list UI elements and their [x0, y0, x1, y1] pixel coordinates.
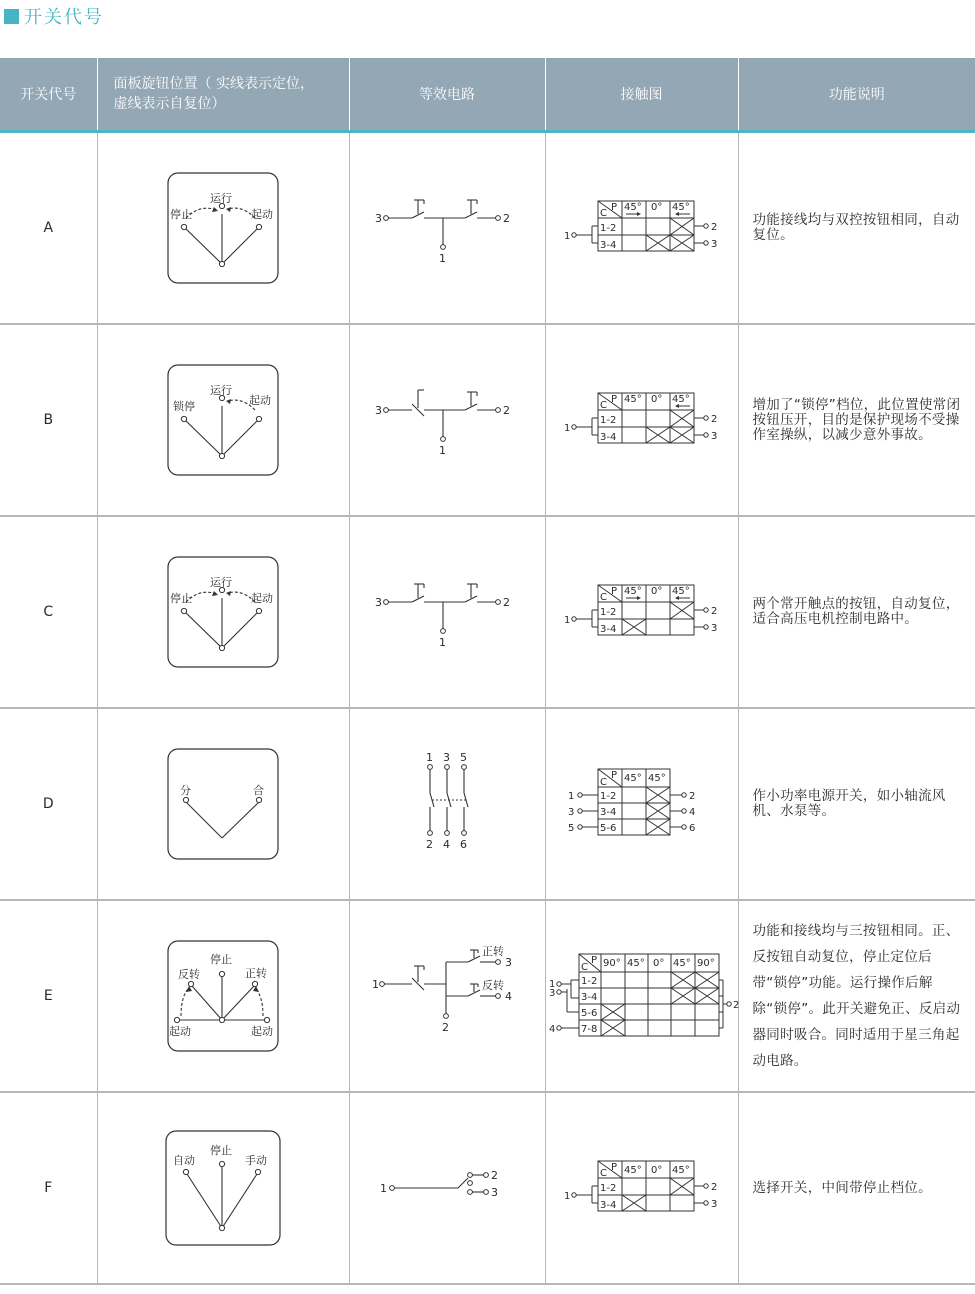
- circuit-terminal-left: 3: [375, 212, 382, 225]
- panel-label-top: 停止: [210, 953, 232, 966]
- circuit-terminal-bottom: 2: [426, 838, 433, 851]
- panel-label-top: 运行: [210, 576, 232, 589]
- equivalent-circuit-diagram: [372, 380, 522, 460]
- contact-p-label: P: [610, 394, 617, 405]
- panel-label-bottom-left: 起动: [169, 1025, 191, 1038]
- contact-terminal-in: 1: [563, 423, 570, 434]
- function-description: 选择开关，中间带停止档位。: [738, 1092, 975, 1284]
- contact-row-label: 3-4: [580, 991, 597, 1003]
- circuit-terminal-bottom: 6: [460, 838, 467, 851]
- contact-angle: 0°: [650, 202, 662, 213]
- circuit-cell: [349, 516, 545, 708]
- panel-knob-diagram: [167, 172, 279, 284]
- circuit-terminal-right-bottom: 3: [491, 1186, 498, 1199]
- panel-label-right: 起动: [251, 208, 273, 221]
- switch-code: C: [0, 516, 97, 708]
- contact-terminal-in: 1: [567, 791, 574, 802]
- circuit-terminal-top: 3: [443, 751, 450, 764]
- contact-angle: 45°: [672, 957, 691, 969]
- contact-angle: 45°: [623, 773, 642, 784]
- circuit-terminal-top: 1: [426, 751, 433, 764]
- header-contact: 接触图: [545, 58, 738, 132]
- panel-label-top: 运行: [210, 384, 232, 397]
- contact-angle: 45°: [623, 394, 642, 405]
- contact-cell: [545, 132, 738, 325]
- circuit-cell: [349, 900, 545, 1092]
- contact-row-label: 3-4: [599, 1200, 616, 1211]
- contact-angle: 45°: [671, 202, 690, 213]
- contact-angle: 0°: [650, 394, 662, 405]
- switch-code-table: [0, 58, 975, 1285]
- page-title-text: 开关代号: [24, 7, 104, 28]
- equivalent-circuit-diagram: [372, 946, 522, 1046]
- panel-label-bottom-right: 起动: [251, 1025, 273, 1038]
- contact-angle: 45°: [623, 202, 642, 213]
- switch-code: E: [0, 900, 97, 1092]
- contact-c-label: C: [599, 777, 607, 788]
- panel-knob-diagram: [167, 748, 279, 860]
- header-function: 功能说明: [738, 58, 975, 132]
- contact-cell: [545, 516, 738, 708]
- equivalent-circuit-diagram: [372, 749, 522, 859]
- circuit-terminal-bottom: 2: [442, 1021, 449, 1034]
- panel-label-left: 停止: [170, 592, 192, 605]
- panel-cell: [97, 132, 349, 325]
- panel-cell: [97, 516, 349, 708]
- contact-angle: 45°: [647, 773, 666, 784]
- contact-terminal-out: 2: [710, 606, 717, 617]
- contact-p-label: P: [610, 586, 617, 597]
- contact-cell: [545, 1092, 738, 1284]
- panel-label-top: 运行: [210, 192, 232, 205]
- function-description: 两个常开触点的按钮，自动复位，适合高压电机控制电路中。: [738, 516, 975, 708]
- table-row: [0, 1092, 975, 1284]
- circuit-terminal-left: 3: [375, 596, 382, 609]
- panel-label-left: 自动: [173, 1154, 195, 1167]
- circuit-terminal-right: 2: [503, 404, 510, 417]
- circuit-cell: [349, 1092, 545, 1284]
- contact-terminal-in: 5: [567, 823, 574, 834]
- circuit-terminal-bottom: 4: [443, 838, 450, 851]
- contact-terminal-in: 1: [563, 1191, 570, 1202]
- panel-knob-diagram: [165, 1130, 281, 1246]
- contact-c-label: C: [580, 961, 588, 973]
- contact-row-label: 1-2: [580, 975, 597, 987]
- contact-terminal-out: 2: [710, 1182, 717, 1193]
- switch-code: F: [0, 1092, 97, 1284]
- contact-cell: [545, 324, 738, 516]
- panel-label-left: 分: [180, 784, 191, 797]
- circuit-terminal-left: 1: [372, 978, 379, 991]
- table-row: [0, 900, 975, 1092]
- circuit-terminal-top: 5: [460, 751, 467, 764]
- contact-row-label: 3-4: [599, 432, 616, 443]
- circuit-label-forward: 正转: [482, 945, 504, 958]
- contact-c-label: C: [599, 208, 607, 219]
- panel-knob-diagram: [167, 364, 279, 476]
- contact-angle: 45°: [626, 957, 645, 969]
- contact-row-label: 7-8: [580, 1023, 597, 1035]
- circuit-cell: [349, 324, 545, 516]
- contact-row-label: 5-6: [599, 823, 616, 834]
- contact-p-label: P: [610, 770, 617, 781]
- contact-table-diagram: [562, 764, 722, 844]
- contact-terminal-out: 3: [710, 239, 717, 250]
- circuit-terminal-bottom: 1: [439, 444, 446, 457]
- panel-label-right: 正转: [245, 967, 267, 980]
- equivalent-circuit-diagram: [372, 1158, 522, 1218]
- panel-cell: [97, 1092, 349, 1284]
- equivalent-circuit-diagram: [372, 572, 522, 652]
- panel-cell: [97, 324, 349, 516]
- contact-table-diagram: [562, 577, 722, 647]
- contact-terminal-out: 2: [710, 414, 717, 425]
- table-row: [0, 516, 975, 708]
- contact-terminal-in: 1: [563, 231, 570, 242]
- equivalent-circuit-diagram: [372, 188, 522, 268]
- circuit-terminal-left: 3: [375, 404, 382, 417]
- contact-p-label: P: [610, 202, 617, 213]
- contact-angle: 45°: [671, 394, 690, 405]
- contact-cell: [545, 900, 738, 1092]
- header-circuit: 等效电路: [349, 58, 545, 132]
- contact-angle: 45°: [623, 1165, 642, 1176]
- table-header-row: [0, 58, 975, 132]
- contact-c-label: C: [599, 1168, 607, 1179]
- contact-row-label: 1-2: [599, 607, 616, 618]
- contact-row-label: 3-4: [599, 807, 616, 818]
- panel-label-top: 停止: [210, 1144, 232, 1157]
- circuit-label-reverse: 反转: [482, 979, 504, 992]
- contact-row-label: 1-2: [599, 223, 616, 234]
- header-code: 开关代号: [0, 58, 97, 132]
- contact-terminal-out: 2: [688, 791, 695, 802]
- panel-label-right: 合: [253, 784, 264, 797]
- switch-code: D: [0, 708, 97, 900]
- panel-knob-diagram: [167, 940, 279, 1052]
- circuit-terminal-right-top: 2: [491, 1169, 498, 1182]
- contact-terminal-out: 2: [710, 222, 717, 233]
- switch-code: A: [0, 132, 97, 325]
- contact-p-label: P: [590, 954, 597, 966]
- contact-angle: 45°: [623, 586, 642, 597]
- switch-code: B: [0, 324, 97, 516]
- header-panel-line1: 面板旋钮位置（ 实线表示定位，: [113, 76, 314, 92]
- circuit-cell: [349, 132, 545, 325]
- contact-table-diagram: [562, 1153, 722, 1223]
- panel-cell: [97, 900, 349, 1092]
- contact-angle: 45°: [671, 586, 690, 597]
- contact-table-diagram: [562, 193, 722, 263]
- circuit-terminal-left: 1: [380, 1182, 387, 1195]
- contact-row-label: 5-6: [580, 1007, 597, 1019]
- contact-angle: 90°: [696, 957, 715, 969]
- contact-angle: 0°: [650, 1165, 662, 1176]
- panel-label-left: 停止: [170, 208, 192, 221]
- circuit-terminal-reverse: 4: [505, 990, 512, 1003]
- contact-terminal-out: 3: [710, 431, 717, 442]
- circuit-terminal-forward: 3: [505, 956, 512, 969]
- function-description: 作小功率电源开关，如小轴流风机、水泵等。: [738, 708, 975, 900]
- contact-row-label: 1-2: [599, 415, 616, 426]
- contact-c-label: C: [599, 592, 607, 603]
- circuit-terminal-right: 2: [503, 212, 510, 225]
- table-row: [0, 132, 975, 325]
- circuit-terminal-bottom: 1: [439, 252, 446, 265]
- panel-label-right: 手动: [245, 1154, 267, 1167]
- contact-row-label: 3-4: [599, 624, 616, 635]
- contact-row-label: 1-2: [599, 1183, 616, 1194]
- contact-terminal-out: 2: [732, 999, 739, 1011]
- contact-terminal-in: 3: [548, 987, 555, 999]
- contact-terminal-in: 1: [563, 615, 570, 626]
- panel-label-right: 起动: [251, 592, 273, 605]
- contact-terminal-in: 4: [548, 1023, 555, 1035]
- page-title: [4, 4, 104, 28]
- contact-table-diagram: [562, 385, 722, 455]
- title-marker: [4, 9, 19, 24]
- contact-angle: 45°: [671, 1165, 690, 1176]
- contact-table-diagram: [547, 949, 737, 1044]
- contact-row-label: 1-2: [599, 791, 616, 802]
- panel-label-left: 反转: [178, 968, 200, 981]
- contact-cell: [545, 708, 738, 900]
- contact-terminal-out: 3: [710, 1199, 717, 1210]
- panel-knob-diagram: [167, 556, 279, 668]
- contact-row-label: 3-4: [599, 240, 616, 251]
- function-description: 功能接线均与双控按钮相同，自动复位。: [738, 132, 975, 325]
- function-description: 增加了“锁停”档位，此位置使常闭按钮压开，目的是保护现场不受操作室操纵，以减少意外事故。: [738, 324, 975, 516]
- table-row: [0, 708, 975, 900]
- contact-angle: 0°: [652, 957, 664, 969]
- contact-terminal-out: 4: [688, 807, 695, 818]
- circuit-cell: [349, 708, 545, 900]
- contact-terminal-in: 3: [567, 807, 574, 818]
- header-panel-line2: 虚线表示自复位）: [113, 96, 226, 112]
- table-row: [0, 324, 975, 516]
- contact-terminal-in: 1: [548, 978, 555, 990]
- contact-terminal-out: 3: [710, 623, 717, 634]
- circuit-terminal-bottom: 1: [439, 636, 446, 649]
- circuit-terminal-right: 2: [503, 596, 510, 609]
- contact-angle: 90°: [602, 957, 621, 969]
- contact-angle: 0°: [650, 586, 662, 597]
- function-description: 功能和接线均与三按钮相同。正、反按钮自动复位，停止定位后带“锁停”功能。运行操作后解除“锁停”。此开关避免正、反启动器同时吸合。同时适用于星三角起动电路。: [738, 900, 975, 1092]
- header-panel: [97, 58, 349, 132]
- contact-p-label: P: [610, 1162, 617, 1173]
- panel-cell: [97, 708, 349, 900]
- contact-terminal-out: 6: [688, 823, 695, 834]
- contact-c-label: C: [599, 400, 607, 411]
- panel-label-left: 锁停: [173, 400, 195, 413]
- panel-label-right: 起动: [249, 394, 271, 407]
